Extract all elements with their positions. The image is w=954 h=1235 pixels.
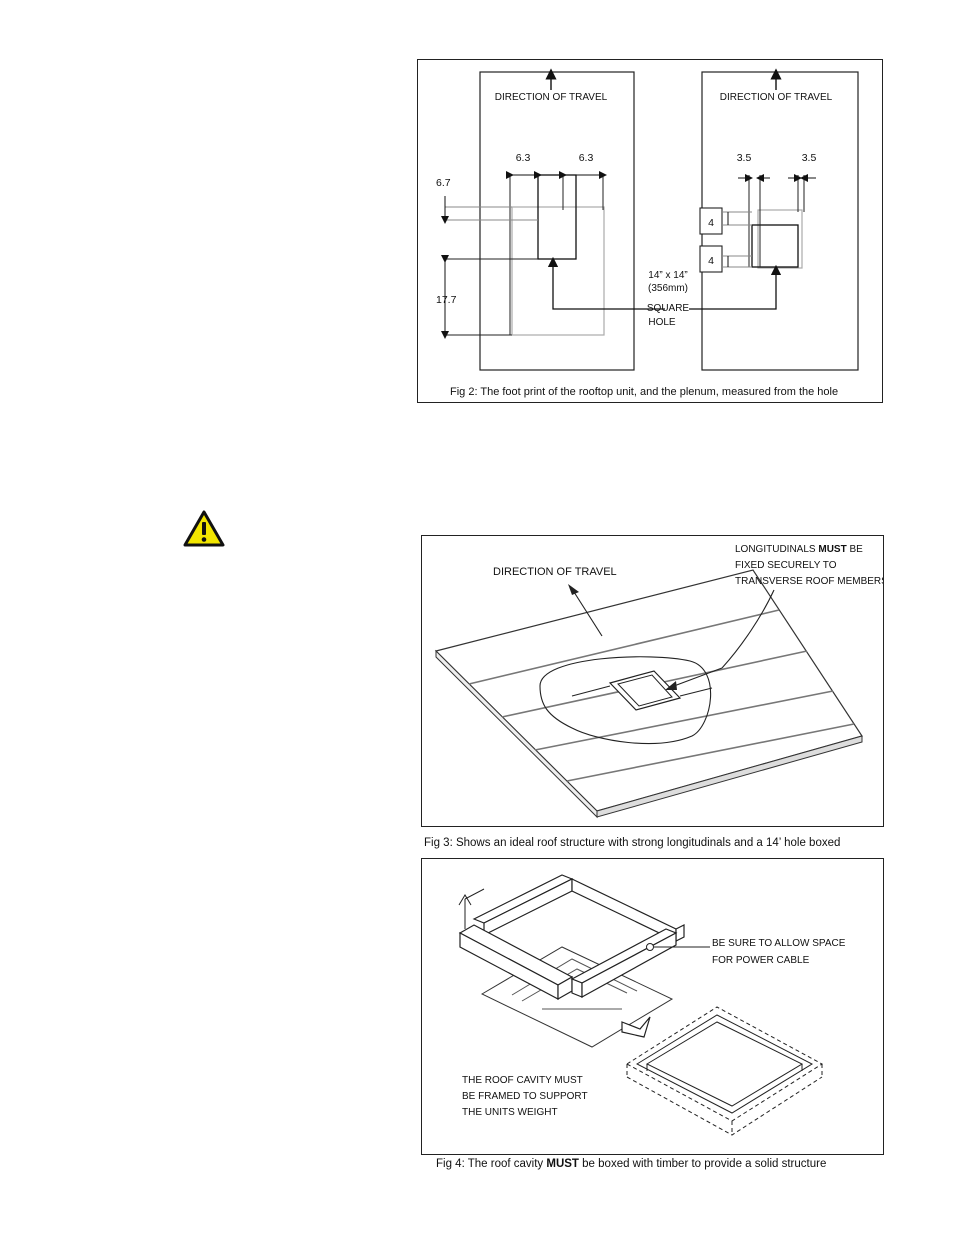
fig2-hole-line3: SQUARE bbox=[646, 303, 690, 314]
fig4-caption: Fig 4: The roof cavity MUST be boxed with timber to provide a solid structure bbox=[436, 1158, 827, 1170]
fig2-left-dim-side-b: 17.7 bbox=[436, 294, 457, 306]
fig2-right-panel bbox=[689, 72, 858, 370]
fig2-left-panel bbox=[436, 72, 665, 370]
fig2-right-direction: DIRECTION OF TRAVEL bbox=[719, 92, 833, 103]
fig4-note-line3: THE UNITS WEIGHT bbox=[462, 1107, 558, 1118]
fig2-left-dim-b: 6.3 bbox=[578, 152, 594, 164]
fig3-caption: Fig 3: Shows an ideal roof structure with strong longitudinals and a 14’ hole boxed bbox=[424, 837, 841, 849]
fig4-drawing bbox=[422, 859, 883, 1154]
fig3-direction: DIRECTION OF TRAVEL bbox=[493, 566, 617, 578]
fig2-hole-label bbox=[647, 270, 690, 328]
fig4-note-line2: BE FRAMED TO SUPPORT bbox=[462, 1091, 588, 1102]
fig2-drawing bbox=[418, 60, 882, 402]
fig2-frame bbox=[417, 59, 883, 403]
fig3-callout-line3: TRANSVERSE ROOF MEMBERS bbox=[735, 576, 883, 587]
fig2-left-dim-a: 6.3 bbox=[515, 152, 531, 164]
fig2-left-dim-side-a: 6.7 bbox=[436, 177, 451, 189]
fig4-note-line1: THE ROOF CAVITY MUST bbox=[462, 1075, 583, 1086]
fig2-right-box-b: 4 bbox=[708, 255, 714, 267]
fig3-callout-line1: LONGITUDINALS MUST BE bbox=[735, 544, 863, 555]
fig4-callout-line2: FOR POWER CABLE bbox=[712, 955, 810, 966]
fig3-drawing bbox=[422, 536, 883, 826]
fig2-hole-line1: 14” x 14” bbox=[648, 270, 688, 281]
fig2-right-dim-a: 3.5 bbox=[736, 152, 752, 164]
fig2-caption: Fig 2: The foot print of the rooftop unit, and the plenum, measured from the hole bbox=[450, 386, 839, 398]
fig3-frame bbox=[421, 535, 884, 827]
fig2-right-dim-b: 3.5 bbox=[801, 152, 817, 164]
fig2-right-box-a: 4 bbox=[708, 217, 714, 229]
fig2-hole-line2: (356mm) bbox=[647, 283, 689, 294]
fig2-left-direction: DIRECTION OF TRAVEL bbox=[494, 92, 608, 103]
fig4-callout-line1: BE SURE TO ALLOW SPACE bbox=[712, 938, 846, 949]
fig3-callout-line2: FIXED SECURELY TO bbox=[735, 560, 837, 571]
fig2-hole-line4: HOLE bbox=[648, 317, 676, 328]
warning-triangle-icon bbox=[183, 510, 225, 548]
fig4-frame bbox=[421, 858, 884, 1155]
